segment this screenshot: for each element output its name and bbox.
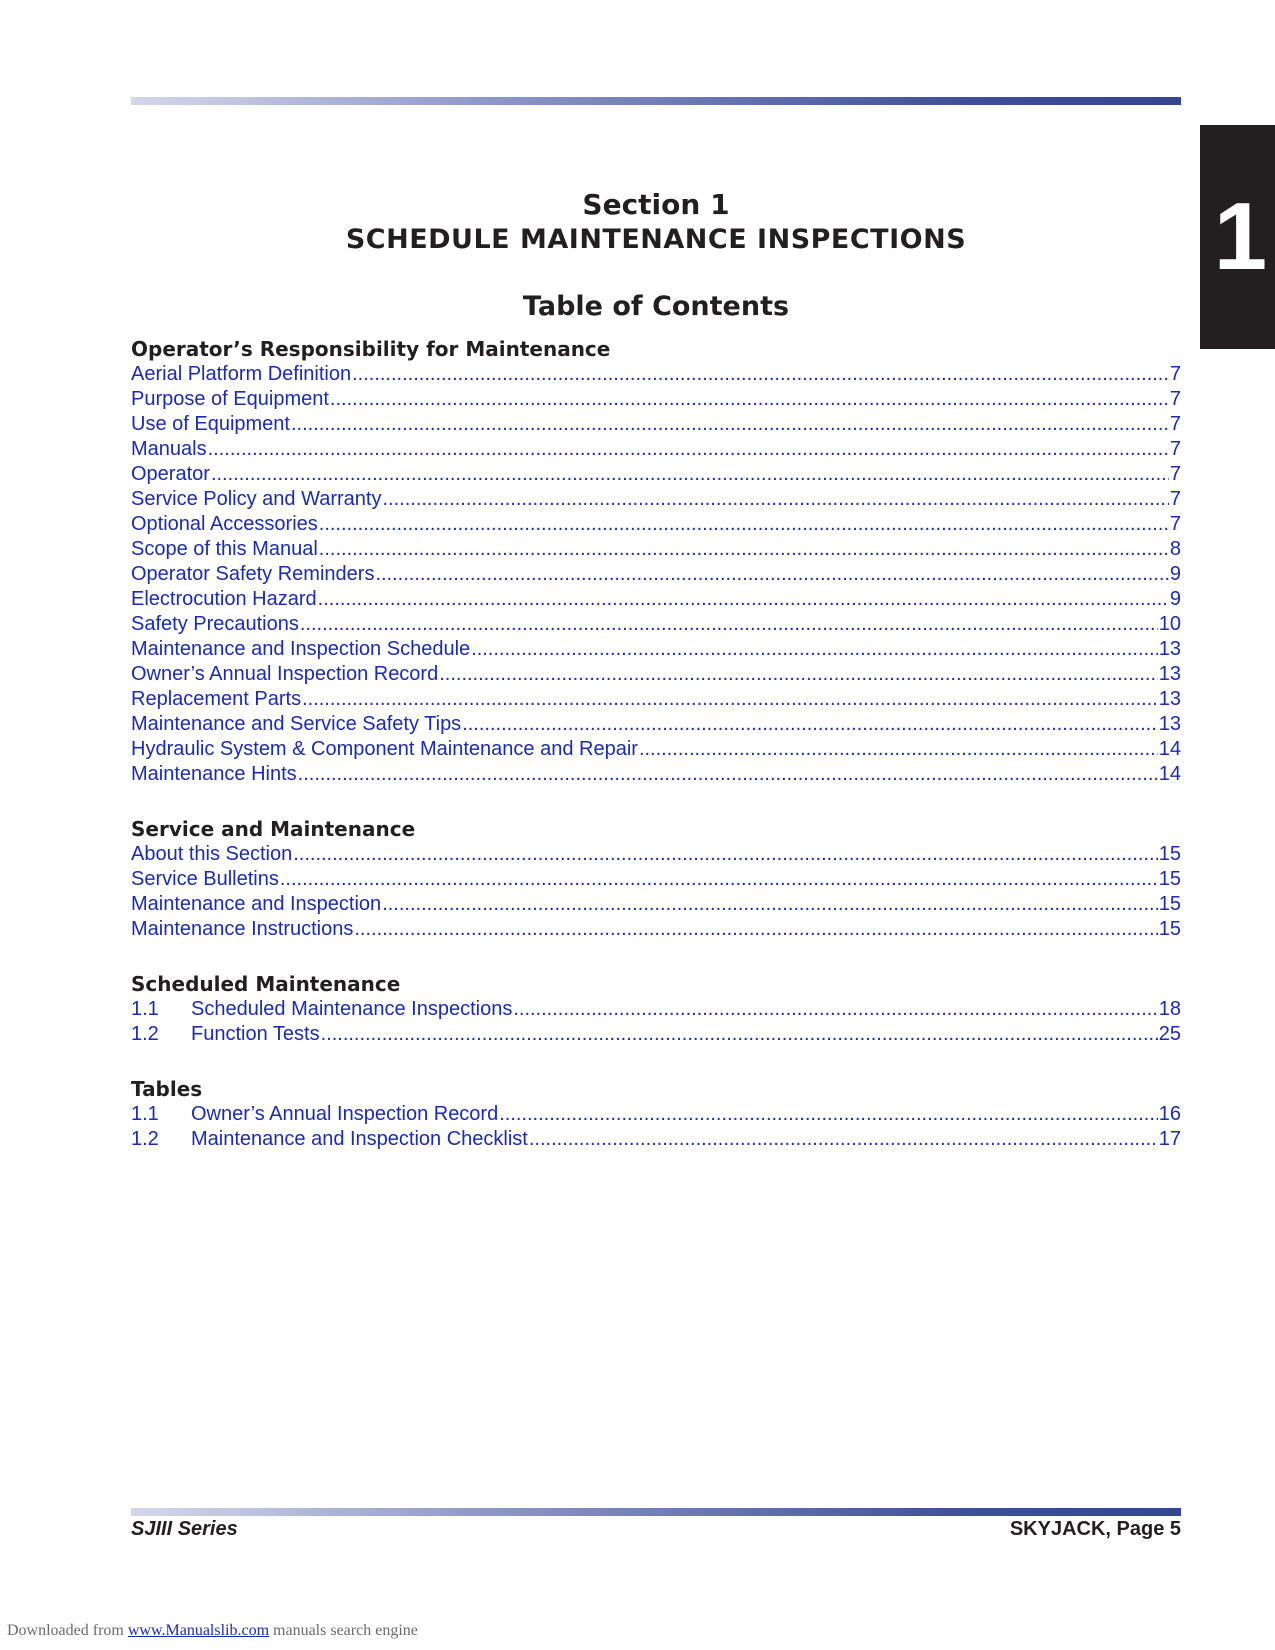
toc-entry-label: Purpose of Equipment [131, 388, 329, 410]
toc-dot-leader [382, 487, 1168, 512]
toc-entry[interactable] [131, 1127, 1181, 1152]
toc-entry-number: 1.1 [131, 998, 159, 1020]
section-title: SCHEDULE MAINTENANCE INSPECTIONS [345, 224, 967, 255]
toc-group-heading: Service and Maintenance [131, 817, 416, 841]
toc-entry[interactable] [131, 387, 1181, 412]
toc-entry-label: Maintenance Instructions [131, 918, 354, 940]
toc-entry[interactable] [131, 562, 1181, 587]
header-rule [131, 97, 1181, 105]
toc-entry-label: Owner’s Annual Inspection Record [191, 1103, 499, 1125]
toc-entry-page: 10 [1158, 613, 1181, 635]
toc-entry-page: 15 [1158, 918, 1181, 940]
toc-entry[interactable] [131, 412, 1181, 437]
toc-dot-leader [280, 867, 1158, 892]
toc-entry-page: 7 [1169, 488, 1181, 510]
toc-entry[interactable] [131, 1102, 1181, 1127]
toc-entry-page: 7 [1169, 413, 1181, 435]
toc-entry-page: 13 [1158, 713, 1181, 735]
toc-entry-number: 1.2 [131, 1023, 159, 1045]
toc-entry-label: Operator [131, 463, 210, 485]
toc-entry[interactable] [131, 737, 1181, 762]
toc-entry-label: Maintenance and Inspection [131, 893, 382, 915]
toc-entry-page: 13 [1158, 638, 1181, 660]
toc-entry[interactable] [131, 842, 1181, 867]
toc-entry-page: 7 [1169, 513, 1181, 535]
toc-group-heading: Tables [131, 1077, 203, 1101]
toc-entry-label: Service Policy and Warranty [131, 488, 382, 510]
footer-page: SKYJACK, Page 5 [1009, 1518, 1181, 1540]
download-suffix: manuals search engine [273, 1622, 418, 1639]
toc-entry-label: Electrocution Hazard [131, 588, 317, 610]
toc-entry-page: 8 [1169, 538, 1181, 560]
toc-entry-page: 9 [1169, 588, 1181, 610]
download-notice [7, 1622, 418, 1640]
toc-dot-leader [330, 387, 1169, 412]
toc-dot-leader [382, 892, 1158, 917]
toc-dot-leader [319, 537, 1169, 562]
toc-entry-label: Owner’s Annual Inspection Record [131, 663, 439, 685]
toc-dot-leader [499, 1102, 1158, 1127]
footer-rule [131, 1508, 1181, 1516]
toc-entry-page: 18 [1158, 998, 1181, 1020]
toc-entry-label: Scope of this Manual [131, 538, 318, 560]
toc-entry-label: Optional Accessories [131, 513, 318, 535]
section-tab [1200, 125, 1275, 349]
toc-group-heading: Scheduled Maintenance [131, 972, 401, 996]
toc-entry[interactable] [131, 687, 1181, 712]
toc-entry-page: 9 [1169, 563, 1181, 585]
toc-dot-leader [513, 997, 1157, 1022]
toc-entry-label: Aerial Platform Definition [131, 363, 352, 385]
toc-dot-leader [211, 462, 1169, 487]
table-of-contents [131, 337, 1181, 1152]
section-label: Section 1 [582, 188, 730, 221]
toc-entry[interactable] [131, 662, 1181, 687]
group-spacer [131, 1047, 1181, 1077]
toc-entry-label: Maintenance and Service Safety Tips [131, 713, 462, 735]
footer-series: SJIII Series [131, 1518, 238, 1540]
toc-dot-leader [291, 412, 1169, 437]
toc-dot-leader [375, 562, 1168, 587]
toc-dot-leader [639, 737, 1158, 762]
toc-dot-leader [529, 1127, 1158, 1152]
toc-entry-label: Service Bulletins [131, 868, 279, 890]
toc-entry[interactable] [131, 462, 1181, 487]
toc-entry-label: Hydraulic System & Component Maintenance and Repair [131, 738, 638, 760]
toc-entry-label: Maintenance and Inspection Checklist [191, 1128, 528, 1150]
manualslib-link[interactable]: www.Manualslib.com [127, 1622, 270, 1639]
toc-entry-label: Function Tests [191, 1023, 320, 1045]
toc-entry-page: 15 [1158, 893, 1181, 915]
toc-dot-leader [352, 362, 1169, 387]
toc-dot-leader [300, 612, 1158, 637]
toc-entry-label: About this Section [131, 843, 293, 865]
toc-entry[interactable] [131, 637, 1181, 662]
toc-entry-label: Use of Equipment [131, 413, 290, 435]
toc-entry[interactable] [131, 587, 1181, 612]
toc-entry-page: 7 [1169, 363, 1181, 385]
download-prefix: Downloaded from [7, 1622, 124, 1639]
toc-dot-leader [298, 762, 1158, 787]
toc-dot-leader [318, 587, 1169, 612]
toc-entry[interactable] [131, 487, 1181, 512]
toc-entry-page: 17 [1158, 1128, 1181, 1150]
toc-entry[interactable] [131, 917, 1181, 942]
toc-entry[interactable] [131, 437, 1181, 462]
section-tab-number: 1 [1213, 183, 1268, 290]
toc-entry-number: 1.1 [131, 1103, 159, 1125]
toc-entry-label: Operator Safety Reminders [131, 563, 375, 585]
toc-dot-leader [471, 637, 1158, 662]
toc-entry[interactable] [131, 1022, 1181, 1047]
toc-entry-label: Maintenance Hints [131, 763, 297, 785]
toc-group-heading: Operator’s Responsibility for Maintenance [131, 337, 611, 361]
toc-entry[interactable] [131, 892, 1181, 917]
toc-entry[interactable] [131, 537, 1181, 562]
toc-entry-number: 1.2 [131, 1128, 159, 1150]
toc-entry-page: 7 [1169, 388, 1181, 410]
toc-title: Table of Contents [522, 291, 790, 322]
toc-entry[interactable] [131, 867, 1181, 892]
toc-entry-page: 13 [1158, 688, 1181, 710]
toc-entry-page: 14 [1158, 763, 1181, 785]
toc-entry-page: 25 [1158, 1023, 1181, 1045]
toc-dot-leader [439, 662, 1158, 687]
toc-entry[interactable] [131, 612, 1181, 637]
toc-entry-page: 16 [1158, 1103, 1181, 1125]
toc-entry-label: Scheduled Maintenance Inspections [191, 998, 513, 1020]
toc-entry-label: Maintenance and Inspection Schedule [131, 638, 471, 660]
toc-entry-page: 15 [1158, 843, 1181, 865]
toc-entry-page: 15 [1158, 868, 1181, 890]
toc-entry[interactable] [131, 997, 1181, 1022]
toc-entry-page: 7 [1169, 463, 1181, 485]
toc-dot-leader [462, 712, 1158, 737]
group-spacer [131, 942, 1181, 972]
toc-entry[interactable] [131, 362, 1181, 387]
toc-entry-label: Replacement Parts [131, 688, 302, 710]
toc-entry-page: 13 [1158, 663, 1181, 685]
toc-dot-leader [208, 437, 1169, 462]
toc-entry-label: Manuals [131, 438, 207, 460]
toc-entry[interactable] [131, 712, 1181, 737]
toc-entry-page: 14 [1158, 738, 1181, 760]
toc-entry[interactable] [131, 512, 1181, 537]
toc-dot-leader [293, 842, 1158, 867]
toc-dot-leader [302, 687, 1158, 712]
toc-entry[interactable] [131, 762, 1181, 787]
toc-dot-leader [321, 1022, 1158, 1047]
toc-dot-leader [319, 512, 1169, 537]
group-spacer [131, 787, 1181, 817]
toc-entry-page: 7 [1169, 438, 1181, 460]
toc-dot-leader [354, 917, 1157, 942]
toc-entry-label: Safety Precautions [131, 613, 299, 635]
